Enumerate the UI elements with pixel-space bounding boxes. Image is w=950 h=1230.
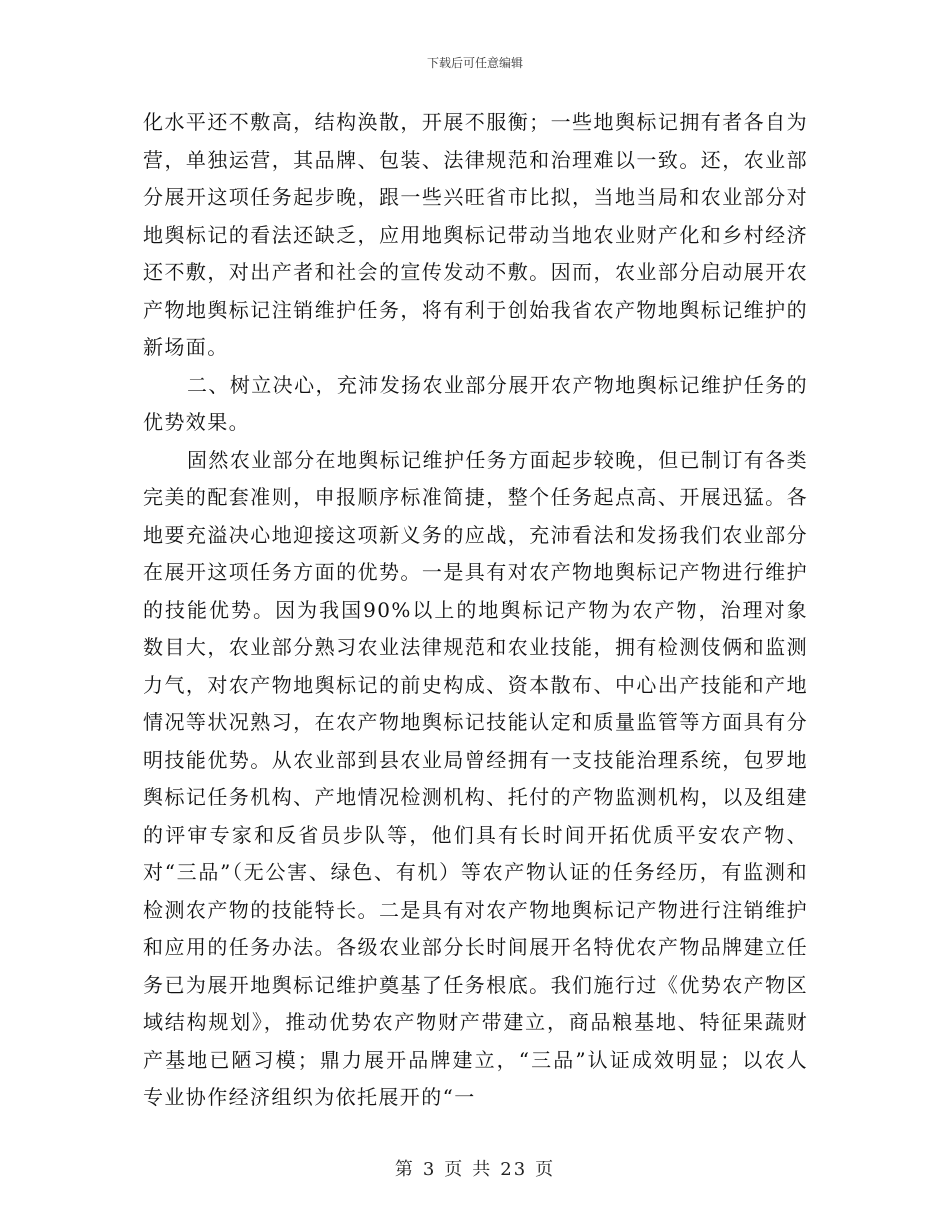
- paragraph-continued: 化水平还不敷高，结构涣散，开展不服衡；一些地舆标记拥有者各自为营，单独运营，其品牌、包装、法律规范和治理难以一致。还，农业部分展开这项任务起步晚，跟一些兴旺省市比拟，当地当局和农业部分对地舆标记的看法还缺乏，应用地舆标记带动当地农业财产化和乡村经济还不敷，对出产者和社会的宣传发动不敷。因而，农业部分启动展开农产物地舆标记注销维护任务，将有利于创始我省农产物地舆标记维护的新场面。: [143, 110, 808, 359]
- page-label-suffix: 页: [535, 1159, 556, 1180]
- total-page-count: 23: [500, 1159, 528, 1180]
- section-heading-two: 二、树立决心，充沛发扬农业部分展开农产物地舆标记维护任务的优势效果。: [143, 372, 808, 434]
- document-body: [143, 104, 808, 1117]
- paragraph-advantages: 固然农业部分在地舆标记维护任务方面起步较晚，但已制订有各类完美的配套准则，申报顺序标准简捷，整个任务起点高、开展迅猛。各地要充溢决心地迎接这项新义务的应战，充沛看法和发扬我们农业部分在展开这项任务方面的优势。一是具有对农产物地舆标记产物进行维护的技能优势。因为我国90%以上的地舆标记产物为农产物，治理对象数目大，农业部分熟习农业法律规范和农业技能，拥有检测伎俩和监测力气，对农产物地舆标记的前史构成、资本散布、中心出产技能和产地情况等状况熟习，在农产物地舆标记技能认定和质量监管等方面具有分明技能优势。从农业部到县农业局曾经拥有一支技能治理系统，包罗地舆标记任务机构、产地情况检测机构、托付的产物监测机构，以及组建的评审专家和反省员步队等，他们具有长时间开拓优质平安农产物、对“三品”（无公害、绿色、有机）等农产物认证的任务经历，有监测和检测农产物的技能特长。二是具有对农产物地舆标记产物进行注销维护和应用的任务办法。各级农业部分长时间展开名特优农产物品牌建立任务已为展开地舆标记维护奠基了任务根底。我们施行过《优势农产物区域结构规划》，推动优势农产物财产带建立，商品粮基地、特征果蔬财产基地已陋习模；鼎力展开品牌建立，“三品”认证成效明显；以农人专业协作经济组织为依托展开的“一: [143, 447, 808, 1109]
- page-label-mid: 页: [444, 1159, 465, 1180]
- current-page-number: 3: [422, 1159, 437, 1180]
- page-footer: [0, 1155, 950, 1181]
- page-label-prefix: 第: [394, 1159, 415, 1180]
- page-header: 下载后可任意编辑: [426, 56, 523, 70]
- total-label: 共: [472, 1159, 493, 1180]
